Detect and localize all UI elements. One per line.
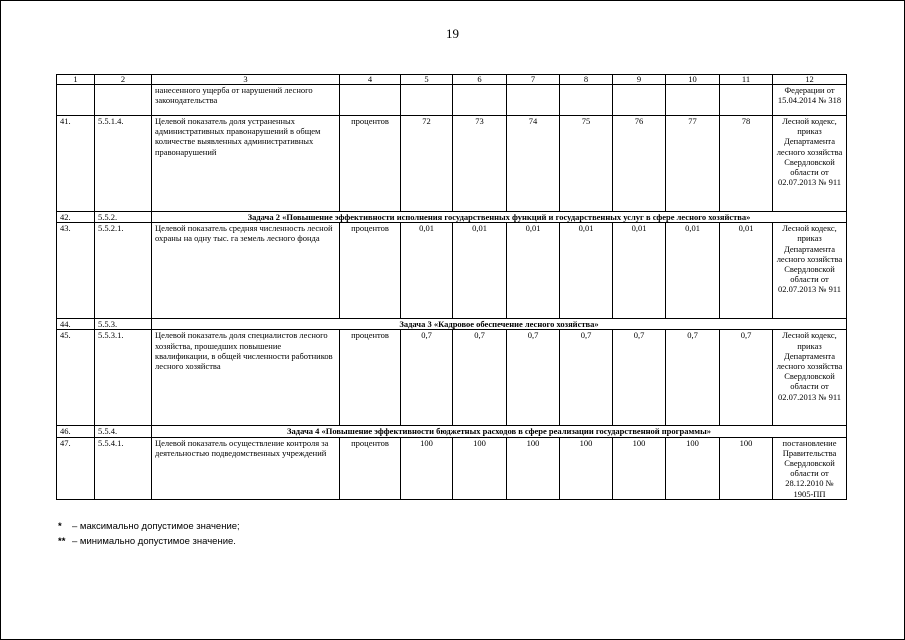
task-title: Задача 2 «Повышение эффективности исполнения государственных функций и государственных услуг в сфере лесного хозяйства»: [152, 212, 847, 223]
unit: процентов: [340, 116, 401, 212]
unit: процентов: [340, 223, 401, 319]
value-cell: 0,01: [613, 223, 666, 319]
legal-basis: Лесной кодекс, приказ Департамента лесного хозяйства Свердловской области от 02.07.2013 № 911: [773, 330, 847, 426]
value-cell: 100: [507, 437, 560, 499]
value-cell: 0,01: [507, 223, 560, 319]
indicator-name: нанесенного ущерба от нарушений лесного законодательства: [152, 85, 340, 116]
value-cell: 100: [453, 437, 507, 499]
value-cell: 75: [560, 116, 613, 212]
task-row: [57, 319, 847, 330]
footnote: [58, 519, 240, 534]
row-code: 5.5.1.4.: [95, 116, 152, 212]
value-cell: 100: [720, 437, 773, 499]
row-number: 45.: [57, 330, 95, 426]
value-cell: 76: [613, 116, 666, 212]
row-code: 5.5.2.1.: [95, 223, 152, 319]
col-header: 10: [666, 75, 720, 85]
row-code: 5.5.2.: [95, 212, 152, 223]
row-code: 5.5.3.: [95, 319, 152, 330]
footnote-mark: **: [58, 536, 66, 547]
footnote-mark: *: [58, 521, 62, 532]
row-code: 5.5.3.1.: [95, 330, 152, 426]
footnote: [58, 534, 240, 549]
header-row: [57, 75, 847, 85]
task-row: [57, 212, 847, 223]
table-row: [57, 223, 847, 319]
value-cell: 78: [720, 116, 773, 212]
col-header: 12: [773, 75, 847, 85]
value-cell: 100: [401, 437, 453, 499]
row-number: 46.: [57, 426, 95, 437]
col-header: 4: [340, 75, 401, 85]
row-number: 47.: [57, 437, 95, 499]
table-row: [57, 330, 847, 426]
value-cell: 0,01: [453, 223, 507, 319]
value-cell: 0,01: [401, 223, 453, 319]
indicator-name: Целевой показатель доля устраненных административных правонарушений в общем количестве выявленных административных правонарушений: [152, 116, 340, 212]
col-header: 9: [613, 75, 666, 85]
value-cell: 73: [453, 116, 507, 212]
legal-basis: Лесной кодекс, приказ Департамента лесного хозяйства Свердловской области от 02.07.2013 № 911: [773, 223, 847, 319]
value-cell: 0,01: [666, 223, 720, 319]
task-title: Задача 3 «Кадровое обеспечение лесного хозяйства»: [152, 319, 847, 330]
value-cell: 0,01: [720, 223, 773, 319]
indicator-name: Целевой показатель осуществление контроля за деятельностью подведомственных учреждений: [152, 437, 340, 499]
value-cell: 100: [613, 437, 666, 499]
col-header: 1: [57, 75, 95, 85]
task-title: Задача 4 «Повышение эффективности бюджетных расходов в сфере реализации государственной программы»: [152, 426, 847, 437]
value-cell: 0,7: [666, 330, 720, 426]
row-number: 43.: [57, 223, 95, 319]
table-row: [57, 116, 847, 212]
col-header: 2: [95, 75, 152, 85]
col-header: 3: [152, 75, 340, 85]
table-row: [57, 437, 847, 499]
row-number: 41.: [57, 116, 95, 212]
legal-basis: постановление Правительства Свердловской области от 28.12.2010 № 1905-ПП: [773, 437, 847, 499]
value-cell: 77: [666, 116, 720, 212]
col-header: 5: [401, 75, 453, 85]
legal-basis: Федерации от 15.04.2014 № 318: [773, 85, 847, 116]
value-cell: 0,7: [453, 330, 507, 426]
col-header: 6: [453, 75, 507, 85]
footnote-text: – минимально допустимое значение.: [72, 536, 236, 547]
value-cell: 74: [507, 116, 560, 212]
value-cell: 100: [666, 437, 720, 499]
col-header: 11: [720, 75, 773, 85]
value-cell: 100: [560, 437, 613, 499]
value-cell: 0,7: [613, 330, 666, 426]
indicator-name: Целевой показатель доля специалистов лесного хозяйства, прошедших повышение квалификации, в общей численности работников лесного хозяйства: [152, 330, 340, 426]
legal-basis: Лесной кодекс, приказ Департамента лесного хозяйства Свердловской области от 02.07.2013 № 911: [773, 116, 847, 212]
footnotes: [58, 519, 240, 549]
row-code: 5.5.4.1.: [95, 437, 152, 499]
value-cell: 0,01: [560, 223, 613, 319]
value-cell: 72: [401, 116, 453, 212]
value-cell: 0,7: [401, 330, 453, 426]
col-header: 8: [560, 75, 613, 85]
row-code: 5.5.4.: [95, 426, 152, 437]
row-number: 44.: [57, 319, 95, 330]
unit: процентов: [340, 330, 401, 426]
indicator-name: Целевой показатель средняя численность лесной охраны на одну тыс. га земель лесного фонда: [152, 223, 340, 319]
unit: процентов: [340, 437, 401, 499]
col-header: 7: [507, 75, 560, 85]
value-cell: 0,7: [560, 330, 613, 426]
task-row: [57, 426, 847, 437]
footnote-text: – максимально допустимое значение;: [72, 521, 240, 532]
table-row: [57, 85, 847, 116]
value-cell: 0,7: [720, 330, 773, 426]
indicators-table: [56, 74, 847, 500]
value-cell: 0,7: [507, 330, 560, 426]
row-number: 42.: [57, 212, 95, 223]
page-number: 19: [446, 26, 459, 41]
